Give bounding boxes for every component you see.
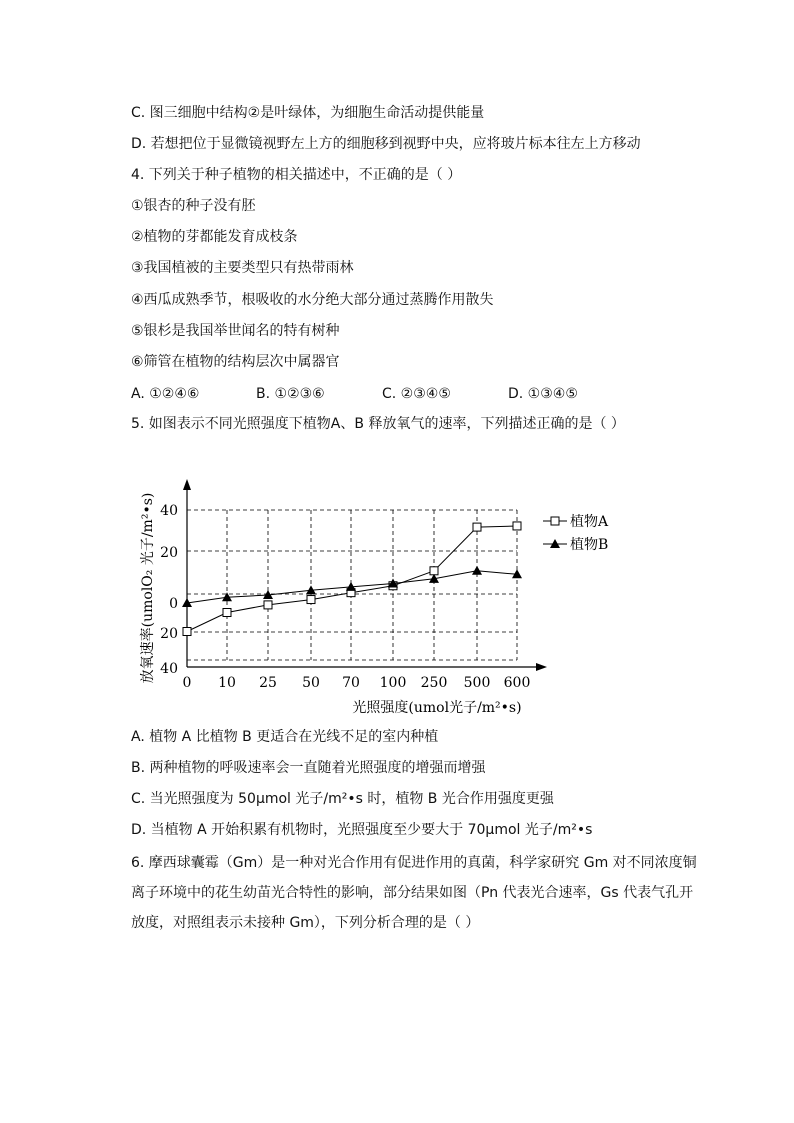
data-point-b: [472, 566, 482, 575]
y-axis-arrow: [183, 479, 191, 490]
option-d-line: D. 若想把位于显微镜视野左上方的细胞移到视野中央，应将玻片标本往左上方移动: [131, 136, 641, 152]
question-4-stem: 4. 下列关于种子植物的相关描述中，不正确的是（ ）: [131, 167, 462, 183]
question-6-line-1: 6. 摩西球囊霉（Gm）是一种对光合作用有促进作用的真菌，科学家研究 Gm 对不同浓度铜: [131, 855, 697, 871]
y-tick-label: 20: [160, 545, 178, 561]
question-6-line-3: 放度，对照组表示未接种 Gm），下列分析合理的是（ ）: [131, 915, 480, 931]
q4-option-d: D. ①③④⑤: [508, 386, 578, 402]
y-tick-label: 40: [160, 503, 178, 519]
x-tick-label: 250: [420, 675, 448, 691]
q5-option-d: D. 当植物 A 开始积累有机物时，光照强度至少要大于 70μmol 光子/m²•s: [131, 822, 593, 838]
data-point-a: [223, 609, 231, 617]
y-tick-label: 0: [169, 596, 178, 612]
q5-option-b: B. 两种植物的呼吸速率会一直随着光照强度的增强而增强: [131, 760, 486, 776]
data-point-a: [183, 628, 191, 636]
x-tick-label: 25: [259, 675, 277, 691]
x-axis-label: 光照强度(umol光子/m²•s): [352, 700, 522, 716]
q4-option-b: B. ①②③⑥: [256, 386, 325, 402]
statement-5: ⑤银杉是我国举世闻名的特有树种: [131, 323, 340, 339]
x-tick-label: 0: [182, 675, 192, 691]
x-tick-label: 600: [503, 675, 531, 691]
oxygen-release-chart: [0, 470, 794, 770]
x-axis-arrow: [536, 663, 547, 671]
y-tick-label: 40: [160, 661, 178, 677]
statement-4: ④西瓜成熟季节，根吸收的水分绝大部分通过蒸腾作用散失: [131, 292, 494, 308]
x-tick-label: 50: [302, 675, 320, 691]
q4-option-a: A. ①②④⑥: [131, 386, 200, 402]
q4-option-c: C. ②③④⑤: [382, 386, 451, 402]
legend-label-b: 植物B: [570, 537, 609, 553]
data-point-a: [430, 567, 438, 575]
data-point-a: [307, 596, 315, 604]
q5-option-a: A. 植物 A 比植物 B 更适合在光线不足的室内种植: [131, 729, 439, 745]
y-tick-label: 20: [160, 626, 178, 642]
statement-6: ⑥筛管在植物的结构层次中属器官: [131, 354, 340, 370]
series-line-a: [187, 526, 517, 632]
x-tick-label: 70: [342, 675, 360, 691]
data-point-a: [264, 601, 272, 609]
y-axis-label: 放氧速率(umolO₂ 光子/m²•s): [140, 492, 156, 684]
data-point-a: [513, 522, 521, 530]
statement-3: ③我国植被的主要类型只有热带雨林: [131, 260, 354, 276]
statement-1: ①银杏的种子没有胚: [131, 198, 256, 214]
statement-2: ②植物的芽都能发育成枝条: [131, 229, 298, 245]
x-tick-label: 100: [379, 675, 407, 691]
question-4-options: [131, 384, 691, 404]
q5-option-c: C. 当光照强度为 50μmol 光子/m²•s 时，植物 B 光合作用强度更强: [131, 791, 554, 807]
option-c-line: C. 图三细胞中结构②是叶绿体，为细胞生命活动提供能量: [131, 105, 485, 121]
legend-marker-a: [551, 517, 559, 525]
x-tick-label: 500: [463, 675, 491, 691]
x-tick-label: 10: [218, 675, 236, 691]
legend-label-a: 植物A: [570, 514, 609, 530]
data-point-a: [473, 523, 481, 531]
question-6-line-2: 离子环境中的花生幼苗光合特性的影响，部分结果如图（Pn 代表光合速率，Gs 代表气孔开: [131, 885, 694, 901]
question-5-stem: 5. 如图表示不同光照强度下植物A、B 释放氧气的速率，下列描述正确的是（ ）: [131, 416, 625, 432]
